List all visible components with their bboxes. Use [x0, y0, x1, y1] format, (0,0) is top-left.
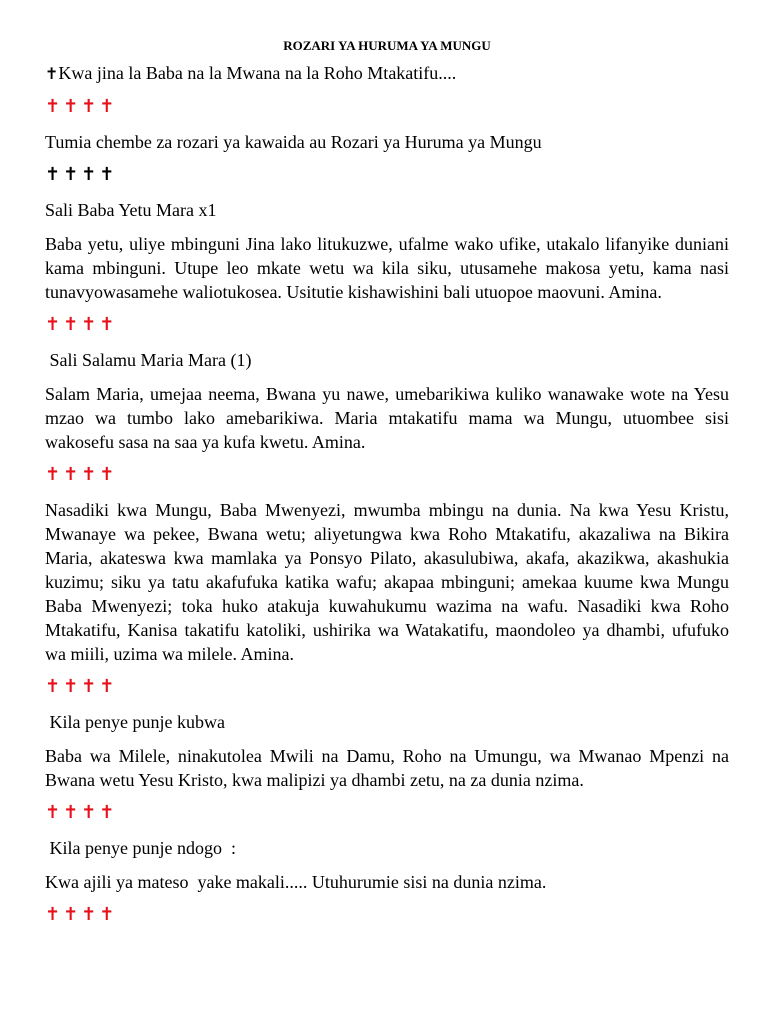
red-crosses-divider: ✝✝✝✝ — [45, 676, 118, 697]
large-bead-prayer: Baba wa Milele, ninakutolea Mwili na Damu, Roho na Umungu, wa Mwanao Mpenzi na Bwana wetu Yesu Kristo, kwa malipizi ya dhambi zetu, na za dunia nzima. — [45, 746, 729, 790]
red-crosses-divider: ✝✝✝✝ — [45, 904, 118, 925]
intro-paragraph — [45, 61, 729, 86]
document-title: ROZARI YA HURUMA YA MUNGU — [283, 38, 491, 53]
instruction-text: Tumia chembe za rozari ya kawaida au Rozari ya Huruma ya Mungu — [45, 132, 542, 152]
large-bead-heading: Kila penye punje kubwa — [45, 712, 225, 732]
document-page — [45, 38, 729, 938]
cross-icon: ✝ — [45, 64, 59, 83]
red-crosses-divider: ✝✝✝✝ — [45, 802, 118, 823]
baba-yetu-heading: Sali Baba Yetu Mara x1 — [45, 200, 217, 220]
red-crosses-divider: ✝✝✝✝ — [45, 464, 118, 485]
black-crosses-divider: ✝✝✝✝ — [45, 164, 118, 185]
red-crosses-divider: ✝✝✝✝ — [45, 96, 118, 117]
intro-text: Kwa jina la Baba na la Mwana na la Roho Mtakatifu.... — [58, 63, 457, 83]
salamu-maria-heading: Sali Salamu Maria Mara (1) — [45, 350, 252, 370]
baba-yetu-prayer: Baba yetu, uliye mbinguni Jina lako litukuzwe, ufalme wako ufike, utakalo lifanyike duniani kama mbinguni. Utupe leo mkate wetu wa kila siku, utusamehe makosa yetu, kama nasi tunavyowasamehe waliotukosea. Usitutie kishawishini bali utuopoe maovuni. Amina. — [45, 234, 729, 302]
salamu-maria-prayer: Salam Maria, umejaa neema, Bwana yu nawe, umebarikiwa kuliko wanawake wote na Yesu mzao wa tumbo lako amebarikiwa. Maria mtakatifu mama wa Mungu, utuombee sisi wakosefu sasa na saa ya kufa kwetu. Amina. — [45, 384, 729, 452]
small-bead-prayer: Kwa ajili ya mateso yake makali..... Utuhurumie sisi na dunia nzima. — [45, 872, 547, 892]
red-crosses-divider: ✝✝✝✝ — [45, 314, 118, 335]
small-bead-heading: Kila penye punje ndogo : — [45, 838, 236, 858]
creed-prayer: Nasadiki kwa Mungu, Baba Mwenyezi, mwumba mbingu na dunia. Na kwa Yesu Kristu, Mwanaye wa pekee, Bwana wetu; aliyetungwa kwa Roho Mtakatifu, akazaliwa na Bikira Maria, akateswa kwa mamlaka ya Ponsyo Pilato, akasulubiwa, akafa, akazikwa, akashukia kuzimu; siku ya tatu akafufuka katika wafu; akapaa mbinguni; amekaa kuume kwa Mungu Baba Mwenyezi; toka huko atakuja kuwahukumu wazima na wafu. Nasadiki kwa Roho Mtakatifu, Kanisa takatifu katoliki, ushirika wa Watakatifu, maondoleo ya dhambi, ufufuko wa miili, uzima wa milele. Amina. — [45, 500, 729, 664]
